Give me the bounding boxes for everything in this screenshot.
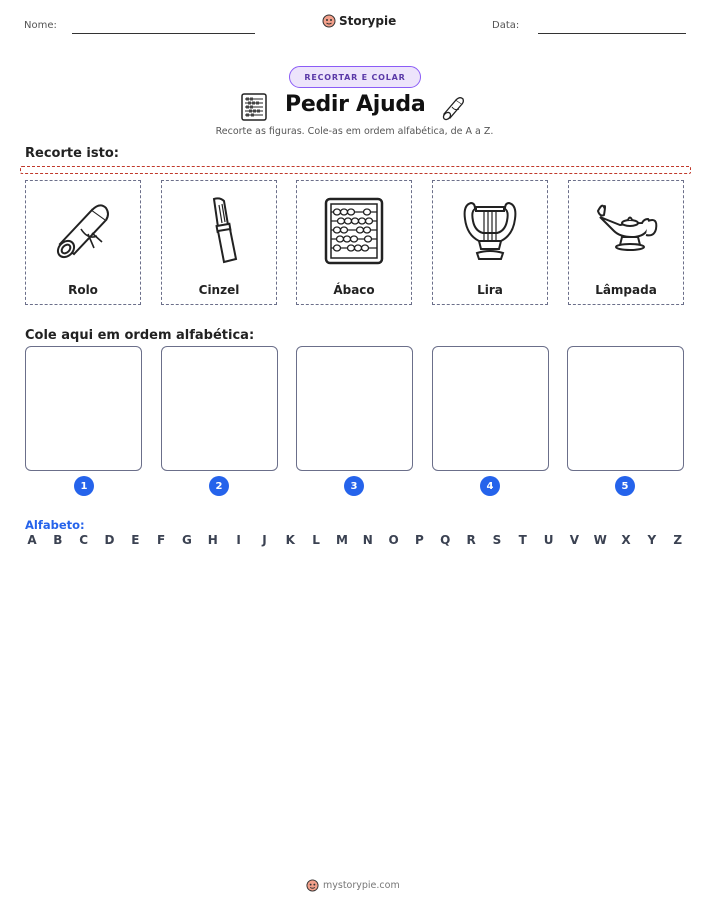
alphabet-letter: M [335,533,348,547]
alphabet-letter: Y [647,533,657,547]
alphabet-letter: U [543,533,554,547]
alphabet-letter: A [27,533,37,547]
oil-lamp-icon [590,201,662,261]
alphabet-letter: K [285,533,295,547]
alphabet-label: Alfabeto: [25,518,85,532]
alphabet-letter: B [53,533,63,547]
card-label: Cinzel [198,283,240,297]
alphabet-letter: E [131,533,140,547]
name-field-line[interactable] [72,33,255,34]
alphabet-letter: R [466,533,476,547]
number-badge-4: 4 [480,476,500,496]
date-label: Data: [492,20,520,31]
date-field-line[interactable] [538,33,686,34]
card-label: Ábaco [333,283,375,297]
cut-card-abaco[interactable] [296,180,412,305]
brand-name: Storypie [339,14,397,28]
paste-box-3[interactable] [296,346,413,471]
page-title: Pedir Ajuda [285,92,426,117]
paste-section-label: Cole aqui em ordem alfabética: [25,328,255,343]
brand-logo [322,14,396,28]
abacus-icon [240,92,268,122]
chisel-icon [184,195,254,267]
footer-url: mystorypie.com [323,880,400,891]
alphabet-letter: L [312,533,320,547]
cut-card-rolo[interactable] [25,180,141,305]
paste-box-5[interactable] [567,346,684,471]
footer [306,879,400,892]
paste-box-2[interactable] [161,346,278,471]
alphabet-letter: T [518,533,527,547]
lyre-icon [457,195,523,267]
card-label: Rolo [68,283,98,297]
alphabet-letter: F [157,533,166,547]
instructions: Recorte as figuras. Cole-as em ordem alfabética, de A a Z. [215,126,494,137]
alphabet-letter: P [415,533,424,547]
cut-card-lampada[interactable] [568,180,684,305]
card-label: Lâmpada [595,283,657,297]
title-row [0,92,709,124]
number-badge-5: 5 [615,476,635,496]
alphabet-letter: G [182,533,192,547]
alphabet-letter: Z [673,533,683,547]
abacus-icon [323,196,385,266]
paste-box-4[interactable] [432,346,549,471]
alphabet-letter: W [593,533,607,547]
cut-section-label: Recorte isto: [25,146,119,161]
scroll-icon [48,196,118,266]
cut-card-cinzel[interactable] [161,180,277,305]
storypie-mascot-icon [322,14,336,28]
alphabet-letter: X [621,533,631,547]
alphabet-letter: J [262,533,267,547]
cut-card-lira[interactable] [432,180,548,305]
alphabet-letter: I [236,533,241,547]
alphabet-letter: V [569,533,580,547]
number-badge-3: 3 [344,476,364,496]
card-label: Lira [477,283,503,297]
alphabet-letter: D [104,533,115,547]
cut-line [20,166,691,174]
alphabet-letter: O [388,533,399,547]
alphabet-letter: C [79,533,89,547]
alphabet-letter: Q [440,533,451,547]
name-label: Nome: [24,20,57,31]
number-badge-1: 1 [74,476,94,496]
paste-box-1[interactable] [25,346,142,471]
alphabet-letter: S [492,533,502,547]
alphabet-letter: H [207,533,218,547]
number-badge-2: 2 [209,476,229,496]
page-header [0,0,709,50]
alphabet-letter: N [362,533,373,547]
scroll-icon [438,92,468,122]
alphabet-row [25,533,685,547]
storypie-mascot-icon [306,879,319,892]
activity-badge: RECORTAR E COLAR [289,66,421,88]
